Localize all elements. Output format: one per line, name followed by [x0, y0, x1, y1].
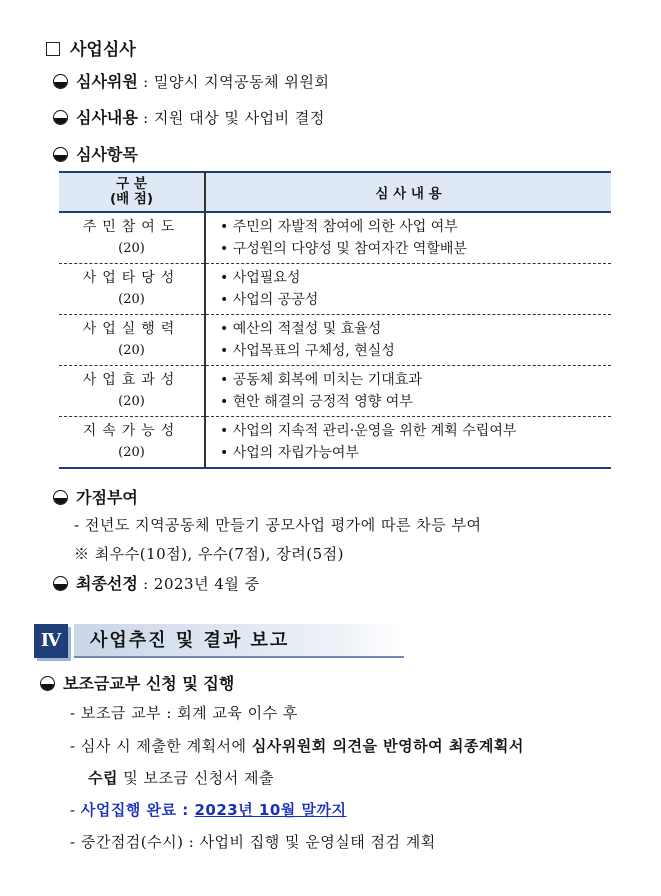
section4-line-4: - 사업집행 완료 : 2023년 10월 말까지	[70, 801, 347, 819]
bonus-note: ※ 최우수(10점), 우수(7점), 장려(5점)	[74, 545, 345, 563]
row-content: • 주민의 자발적 참여에 의한 사업 여부 • 구성원의 다양성 및 참여자간 역할배분	[205, 212, 611, 264]
row-content: • 공동체 회복에 미치는 기대효과 • 현안 해결의 긍정적 영향 여부	[205, 366, 611, 417]
item-bonus: 가점부여	[53, 485, 138, 508]
table-row	[59, 417, 611, 469]
table-row	[59, 315, 611, 366]
row-content: • 사업필요성 • 사업의 공공성	[205, 264, 611, 315]
half-circle-bullet-icon	[53, 110, 68, 125]
half-circle-bullet-icon	[53, 147, 68, 162]
header-category: 구 분 (배 점)	[59, 172, 205, 212]
checkbox-square-icon	[46, 42, 60, 56]
section4-line-1: - 보조금 교부 : 회계 교육 이수 후	[70, 704, 298, 722]
row-category: 주민참여도 (20)	[59, 212, 205, 264]
section4-subheading: 보조금교부 신청 및 집행	[40, 671, 234, 694]
table-row	[59, 212, 611, 264]
row-category: 지속가능성 (20)	[59, 417, 205, 469]
evaluation-table	[59, 171, 611, 469]
table-row	[59, 366, 611, 417]
row-category: 사업효과성 (20)	[59, 366, 205, 417]
row-category: 사업실행력 (20)	[59, 315, 205, 366]
row-category: 사업타당성 (20)	[59, 264, 205, 315]
item-final-selection: 최종선정 : 2023년 4월 중	[53, 571, 260, 594]
section-heading: 사업심사	[46, 35, 136, 60]
section4-line-5: - 중간점검(수시) : 사업비 집행 및 운영실태 점검 계획	[70, 833, 436, 851]
section4-line-2: - 심사 시 제출한 계획서에 심사위원회 의견을 반영하여 최종계획서	[70, 737, 524, 755]
section4-line-3: 수립 및 보조금 신청서 제출	[88, 769, 274, 787]
section-title: 사업추진 및 결과 보고	[74, 624, 404, 658]
item-criteria: 심사항목	[53, 142, 138, 165]
section-number-badge: Ⅳ	[34, 624, 68, 658]
row-content: • 예산의 적절성 및 효율성 • 사업목표의 구체성, 현실성	[205, 315, 611, 366]
item-judges: 심사위원 : 밀양시 지역공동체 위원회	[53, 69, 329, 92]
half-circle-bullet-icon	[53, 576, 68, 591]
header-content: 심 사 내 용	[205, 172, 611, 212]
row-content: • 사업의 지속적 관리·운영을 위한 계획 수립여부 • 사업의 자립가능여부	[205, 417, 611, 469]
item-content: 심사내용 : 지원 대상 및 사업비 결정	[53, 105, 325, 128]
table-row	[59, 264, 611, 315]
half-circle-bullet-icon	[53, 74, 68, 89]
table-header-row	[59, 172, 611, 212]
half-circle-bullet-icon	[53, 490, 68, 505]
bonus-line: - 전년도 지역공동체 만들기 공모사업 평가에 따른 차등 부여	[74, 516, 482, 534]
half-circle-bullet-icon	[40, 676, 55, 691]
